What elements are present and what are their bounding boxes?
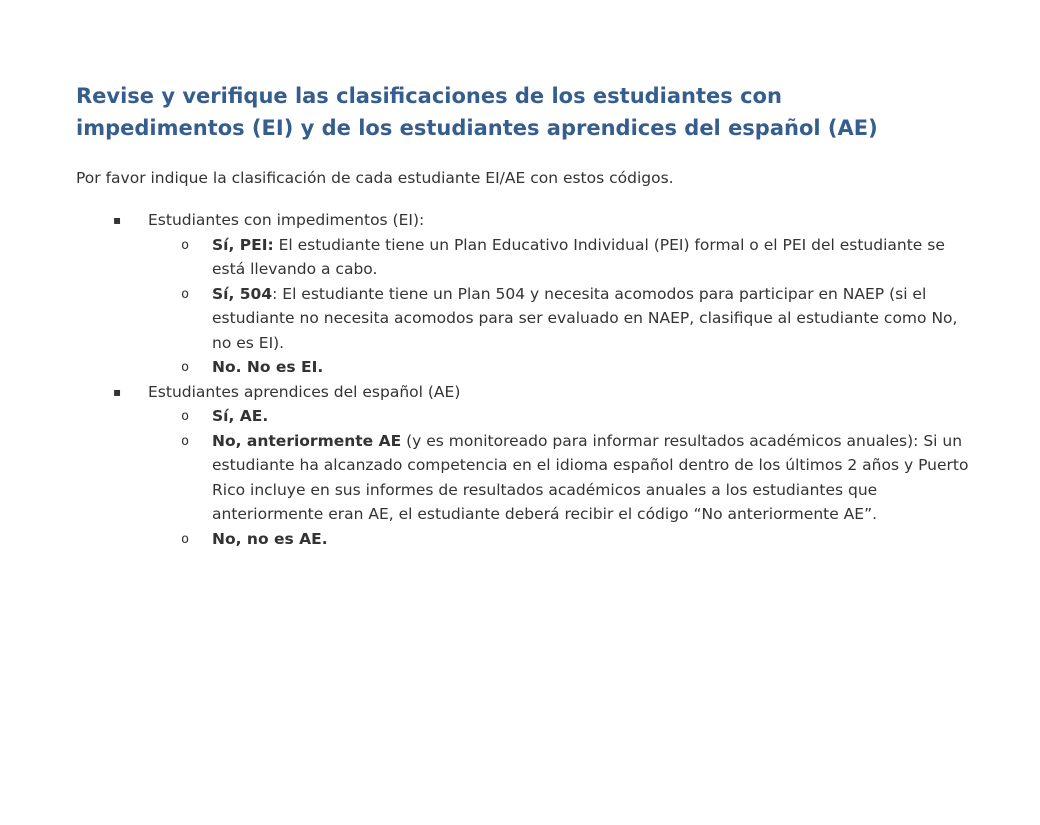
circle-bullet-icon: o [181,285,190,302]
list-item-ae [76,380,980,405]
item-bold-lead: No, anteriormente AE [212,431,402,450]
circle-bullet-icon: o [181,530,190,547]
circle-bullet-icon: o [181,432,190,449]
item-bold-lead: No, no es AE. [212,529,328,548]
list-item-label: Estudiantes aprendices del español (AE) [148,382,461,401]
item-body-text: (y es monitoreado para informar resultados académicos anuales): Si un estudiante ha alcanzado competencia en el idioma español dentro de los últimos 2 años y Puerto Rico incluye en sus informes de resultados académicos anuales a los estudiantes que anteriormente eran AE, el estudiante deberá recibir el código “No anteriormente AE”. [212,431,969,523]
list-item-no-anteriormente-ae [76,429,980,527]
document-content [76,80,980,551]
list-item-text [212,355,980,380]
page-title-line1: Revise y verifique las clasificaciones de los estudiantes con [76,84,782,108]
list-item-no-es-ei [76,355,980,380]
list-item-label: Estudiantes con impedimentos (EI): [148,211,425,229]
list-item-text [212,282,980,356]
item-bold-lead: Sí, AE. [212,407,269,425]
item-body-text: : El estudiante tiene un Plan 504 y necesita acomodos para participar en NAEP (si el estudiante no necesita acomodos para ser evaluado en NAEP, clasifique al estudiante como No, no es EI). [212,284,958,352]
list-item-no-no-es-ae [76,527,980,552]
list-item-si-504 [76,282,980,356]
intro-text: Por favor indique la clasificación de cada estudiante EI/AE con estos códigos. [76,169,674,187]
square-bullet-icon: ▪ [113,213,122,227]
item-body-text: El estudiante tiene un Plan Educativo Individual (PEI) formal o el PEI del estudiante se está llevando a cabo. [212,235,945,278]
classification-list [76,208,980,551]
page-title [76,80,980,144]
circle-bullet-icon: o [181,359,190,375]
circle-bullet-icon: o [181,236,190,253]
item-bold-lead: Sí, PEI: [212,235,274,254]
item-bold-lead: Sí, 504 [212,284,273,303]
list-item-si-ae [76,404,980,429]
list-item-text [212,404,980,429]
square-bullet-icon: ▪ [113,384,122,399]
list-item-text [212,233,980,282]
list-item-text [212,527,980,552]
circle-bullet-icon: o [181,408,190,424]
list-item-ei [76,208,980,233]
list-item-text [212,429,980,527]
page-title-line2: impedimentos (EI) y de los estudiantes aprendices del español (AE) [76,116,878,140]
list-item-si-pei [76,233,980,282]
item-bold-lead: No. No es EI. [212,358,324,376]
